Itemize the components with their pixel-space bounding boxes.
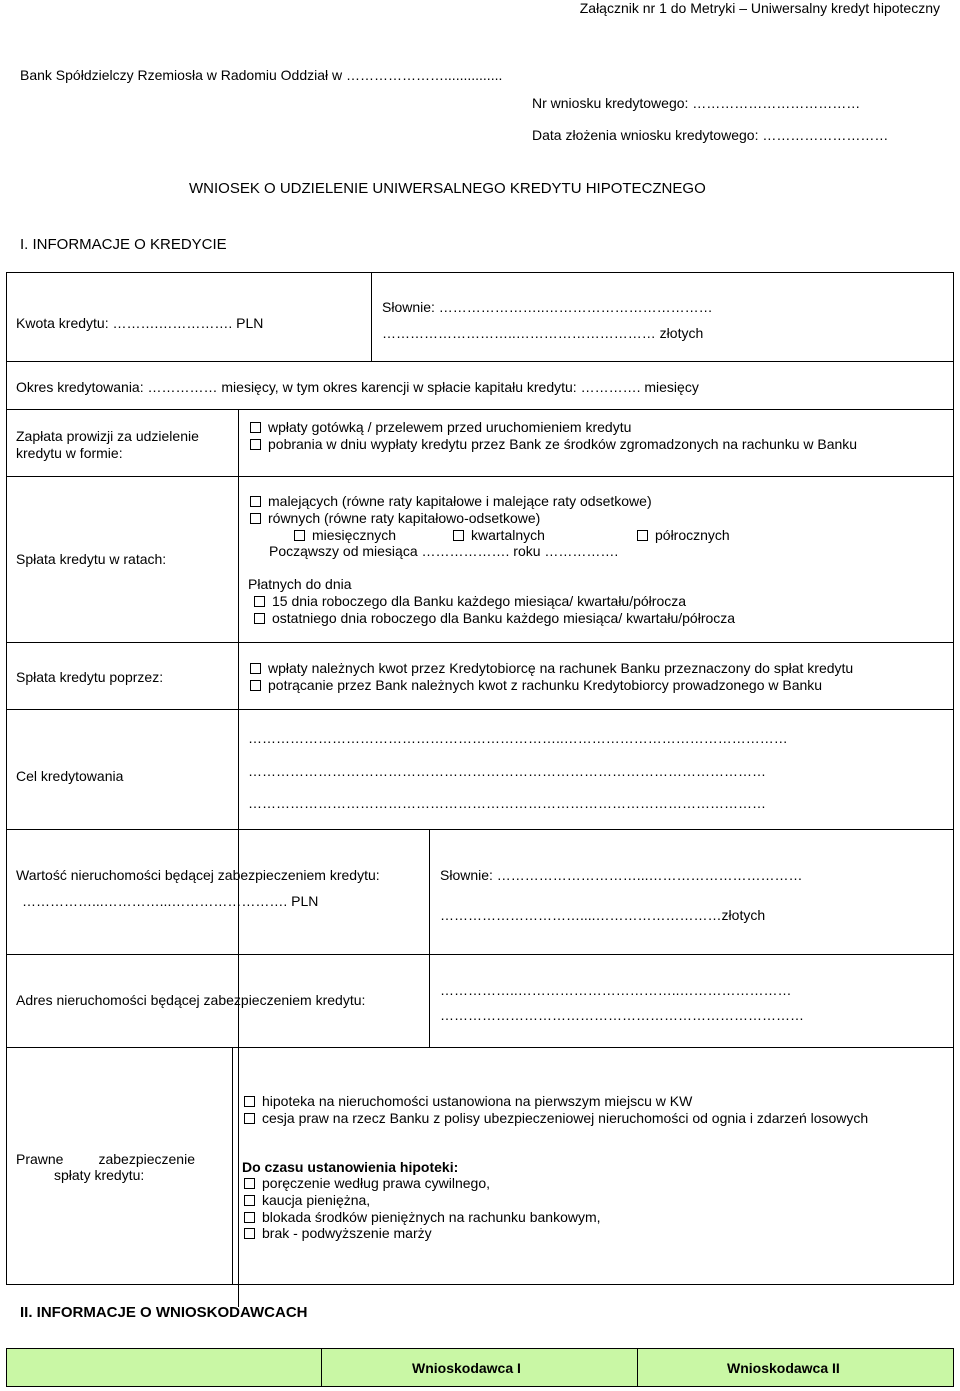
payable-15th-day[interactable]: 15 dnia roboczego dla Banku każdego miesiąca/ kwartału/półrocza <box>254 593 686 609</box>
until-option-surety[interactable]: poręczenie według prawa cywilnego, <box>244 1175 490 1191</box>
security-mortgage[interactable]: hipoteka na nieruchomości ustanowiona na pierwszym miejscu w KW <box>244 1093 692 1109</box>
repayment-label: Spłata kredytu poprzez: <box>16 669 164 685</box>
property-value-words-2: …………………………....………………………złotych <box>440 907 766 923</box>
divider <box>6 409 954 410</box>
checkbox[interactable] <box>244 1228 255 1239</box>
section-2-heading: II. INFORMACJE O WNIOSKODAWCACH <box>20 1304 308 1321</box>
commission-label-2: kredytu w formie: <box>16 445 123 461</box>
repayment-by-transfer[interactable]: wpłaty należnych kwot przez Kredytobiorcę na rachunek Banku przeznaczony do spłat kredytu <box>250 660 853 676</box>
divider <box>6 361 954 362</box>
property-value-words-1: Słownie: …………………………...…………………………… <box>440 867 803 883</box>
credit-period: Okres kredytowania: …………… miesięcy, w tym okres karencji w spłacie kapitału kredytu: …………. miesięcy <box>16 379 699 395</box>
checkbox[interactable] <box>254 613 265 624</box>
purpose-label: Cel kredytowania <box>16 768 124 784</box>
checkbox[interactable] <box>250 513 261 524</box>
divider <box>637 1348 638 1387</box>
commission-option-deduction[interactable]: pobrania w dniu wypłaty kredytu przez Bank ze środków zgromadzonych na rachunku w Banku <box>250 436 857 452</box>
checkbox[interactable] <box>294 530 305 541</box>
divider <box>6 709 954 710</box>
repayment-by-deduction[interactable]: potrącanie przez Bank należnych kwot z rachunku Kredytobiorcy prowadzonego w Banku <box>250 677 822 693</box>
property-value-label: Wartość nieruchomości będącej zabezpieczeniem kredytu: <box>16 867 380 883</box>
security-label-2: spłaty kredytu: <box>54 1167 145 1183</box>
checkbox[interactable] <box>250 439 261 450</box>
frequency-quarterly[interactable]: kwartalnych <box>453 527 545 543</box>
checkbox[interactable] <box>250 680 261 691</box>
divider <box>321 1348 322 1387</box>
document-title: WNIOSEK O UDZIELENIE UNIWERSALNEGO KREDYTU HIPOTECZNEGO <box>189 180 706 197</box>
applicant-1-header: Wnioskodawca I <box>412 1360 521 1376</box>
installments-label: Spłata kredytu w ratach: <box>16 551 167 567</box>
divider <box>6 829 954 830</box>
divider <box>238 409 239 1307</box>
purpose-line-2: ………………………………………………………………………………………………… <box>248 763 766 779</box>
payable-last-day[interactable]: ostatniego dnia roboczego dla Banku każdego miesiąca/ kwartału/półrocza <box>254 610 735 626</box>
property-address-label: Adres nieruchomości będącej zabezpieczeniem kredytu: <box>16 992 366 1008</box>
payable-until: Płatnych do dnia <box>248 576 352 592</box>
until-option-deposit[interactable]: kaucja pieniężna, <box>244 1192 370 1208</box>
until-option-blockade[interactable]: blokada środków pieniężnych na rachunku bankowym, <box>244 1209 601 1225</box>
bank-line: Bank Spółdzielczy Rzemiosła w Radomiu Oddział w …………………............... <box>20 67 503 83</box>
divider <box>6 642 954 643</box>
checkbox[interactable] <box>244 1113 255 1124</box>
checkbox[interactable] <box>250 663 261 674</box>
credit-amount-words-2: ………………………..………………………… złotych <box>382 325 704 341</box>
until-mortgage-heading: Do czasu ustanowienia hipoteki: <box>242 1159 459 1175</box>
divider <box>6 954 954 955</box>
checkbox[interactable] <box>453 530 464 541</box>
credit-amount-words-1: Słownie: …………………..……………………………… <box>382 299 713 315</box>
property-address-line-2: …………………………………………………………………… <box>440 1007 804 1023</box>
checkbox[interactable] <box>250 496 261 507</box>
divider <box>371 272 372 362</box>
property-address-line-1: ……………..……………………………..…………………… <box>440 982 792 998</box>
divider <box>6 1047 954 1048</box>
purpose-line-1: …………………………………………………………..………………………………………… <box>248 730 788 746</box>
checkbox[interactable] <box>244 1096 255 1107</box>
installments-decreasing[interactable]: malejących (równe raty kapitałowe i malejące raty odsetkowe) <box>250 493 652 509</box>
checkbox[interactable] <box>250 422 261 433</box>
section-1-heading: I. INFORMACJE O KREDYCIE <box>20 236 227 253</box>
checkbox[interactable] <box>244 1195 255 1206</box>
checkbox[interactable] <box>254 596 265 607</box>
checkbox[interactable] <box>244 1178 255 1189</box>
security-insurance-assignment[interactable]: cesja praw na rzecz Banku z polisy ubezpieczeniowej nieruchomości od ognia i zdarzeń losowych <box>244 1110 868 1126</box>
installments-equal[interactable]: równych (równe raty kapitałowo-odsetkowe) <box>250 510 540 526</box>
divider <box>429 829 430 1047</box>
divider <box>232 1047 233 1285</box>
application-date: Data złożenia wniosku kredytowego: ……………………… <box>532 127 889 143</box>
checkbox[interactable] <box>637 530 648 541</box>
annex-header: Załącznik nr 1 do Metryki – Uniwersalny kredyt hipoteczny <box>579 0 940 16</box>
divider <box>6 476 954 477</box>
installments-start: Począwszy od miesiąca ………………. roku ……………. <box>269 543 619 559</box>
applicant-2-header: Wnioskodawca II <box>727 1360 840 1376</box>
property-value-amount: ……………...…………...……………………. PLN <box>22 893 319 909</box>
frequency-monthly[interactable]: miesięcznych <box>294 527 396 543</box>
until-option-margin-increase[interactable]: brak - podwyższenie marży <box>244 1225 432 1241</box>
purpose-line-3: ………………………………………………………………………………………………… <box>248 795 766 811</box>
commission-option-cash[interactable]: wpłaty gotówką / przelewem przed uruchomieniem kredytu <box>250 419 631 435</box>
commission-label-1: Zapłata prowizji za udzielenie <box>16 428 199 444</box>
frequency-half-year[interactable]: półrocznych <box>637 527 730 543</box>
checkbox[interactable] <box>244 1212 255 1223</box>
security-label-1: Prawne zabezpieczenie <box>16 1151 195 1167</box>
credit-amount: Kwota kredytu: ……….……………. PLN <box>16 315 264 331</box>
application-number: Nr wniosku kredytowego: ……………………………… <box>532 95 861 111</box>
